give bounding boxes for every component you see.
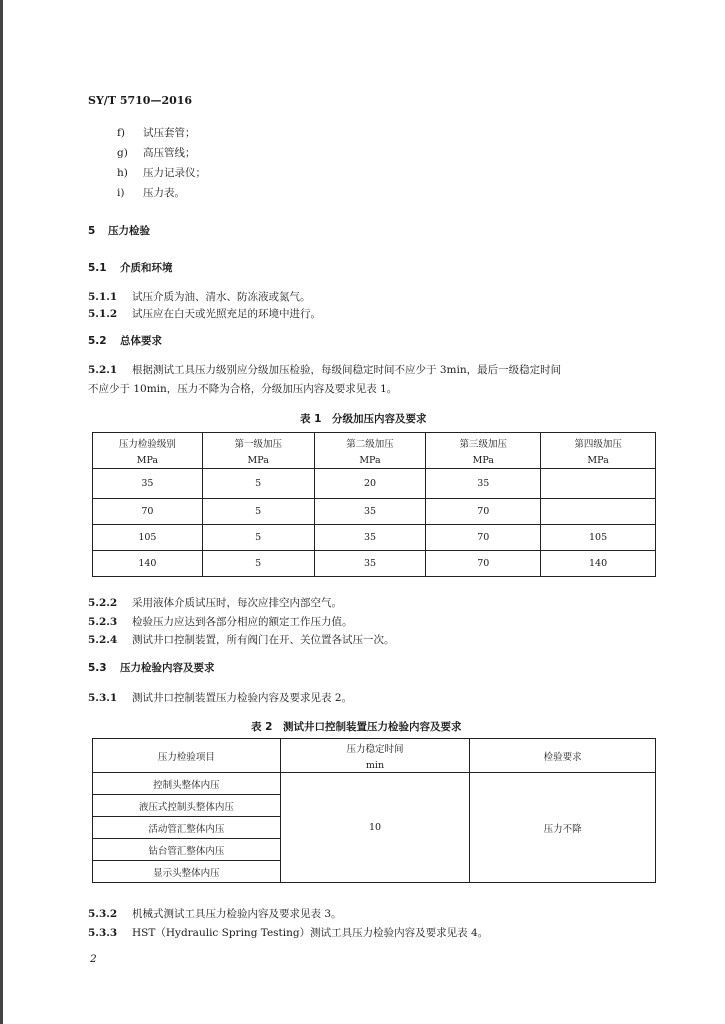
table-cell: 70: [93, 499, 203, 525]
list-text: 压力表。: [143, 187, 185, 199]
clause-text: 测试井口控制装置压力检验内容及要求见表 2。: [132, 692, 353, 704]
paragraph-5-1-2: [88, 306, 321, 321]
header-cell: [280, 739, 470, 773]
header-unit: MPa: [587, 454, 609, 466]
table-2: [92, 738, 656, 883]
header-unit: min: [365, 759, 385, 771]
table-cell: 5: [202, 499, 314, 525]
table-cell: [541, 469, 656, 499]
list-item-f: [117, 125, 196, 140]
list-item-h: [117, 165, 206, 180]
section-5-3-heading: [88, 660, 215, 675]
section-number: 5: [88, 225, 96, 237]
section-number: 5.3: [88, 662, 107, 674]
clause-text: HST（Hydraulic Spring Testing）测试工具压力检验内容及要求见表 4。: [132, 927, 489, 939]
clause-number: 5.2.1: [88, 364, 118, 376]
table-cell: 活动管汇整体内压: [93, 817, 281, 839]
clause-number: 5.3.1: [88, 692, 118, 704]
header-name: 第四级加压: [574, 438, 622, 450]
table-cell: 105: [541, 525, 656, 551]
paragraph-5-3-2: [88, 906, 342, 921]
table-2-caption: 表 2 测试井口控制装置压力检验内容及要求: [251, 721, 462, 733]
clause-number: 5.2.3: [88, 616, 118, 628]
list-marker: f): [117, 127, 125, 139]
table-row: [93, 551, 656, 577]
table-cell: [541, 499, 656, 525]
section-title: 介质和环境: [120, 262, 173, 274]
table-cell: 140: [93, 551, 203, 577]
header-name: 压力检验级别: [118, 438, 176, 450]
clause-number: 5.2.2: [88, 597, 118, 609]
clause-text: 试压应在白天或光照充足的环境中进行。: [132, 308, 321, 320]
paragraph-5-2-4: [88, 632, 395, 647]
paragraph-5-3-3: [88, 925, 488, 940]
section-5-2-heading: [88, 333, 162, 348]
header-cell: [426, 433, 541, 469]
header-cell: [314, 433, 426, 469]
clause-number: 5.3.2: [88, 908, 118, 920]
section-5-1-heading: [88, 260, 173, 275]
header-unit: MPa: [472, 454, 494, 466]
clause-number: 5.3.3: [88, 927, 118, 939]
section-title: 压力检验内容及要求: [120, 662, 215, 674]
table-cell: 70: [426, 499, 541, 525]
list-text: 压力记录仪；: [143, 167, 206, 179]
header-cell: [541, 433, 656, 469]
header-cell: [202, 433, 314, 469]
paragraph-5-2-1-line2: 不应少于 10min，压力不降为合格，分级加压内容及要求见表 1。: [88, 383, 398, 395]
table-cell: 35: [426, 469, 541, 499]
table-row: [93, 525, 656, 551]
paragraph-5-2-2: [88, 595, 342, 610]
section-5-heading: [88, 223, 150, 238]
table-1-caption: 表 1 分级加压内容及要求: [300, 413, 427, 425]
table-cell: 20: [314, 469, 426, 499]
table-cell: 70: [426, 525, 541, 551]
table-cell: 5: [202, 469, 314, 499]
list-text: 试压套管；: [143, 127, 196, 139]
clause-number: 5.1.2: [88, 308, 118, 320]
table-1: [92, 432, 656, 577]
clause-number: 5.2.4: [88, 634, 118, 646]
section-title: 压力检验: [108, 225, 150, 237]
table-row: [93, 469, 656, 499]
table-cell: 35: [314, 551, 426, 577]
clause-text: 试压介质为油、清水、防冻液或氮气。: [132, 291, 311, 303]
table-cell: 显示头整体内压: [93, 861, 281, 883]
table-cell: 5: [202, 525, 314, 551]
table-cell: 液压式控制头整体内压: [93, 795, 281, 817]
header-name: 第一级加压: [234, 438, 282, 450]
list-marker: i): [117, 187, 125, 199]
paragraph-5-2-1-line1: [88, 362, 561, 377]
section-number: 5.2: [88, 335, 107, 347]
header-unit: MPa: [136, 454, 159, 466]
header-cell: 压力检验项目: [93, 739, 281, 773]
table-header-row: [93, 433, 656, 469]
clause-number: 5.1.1: [88, 291, 118, 303]
table-cell-time: 10: [280, 773, 470, 883]
table-cell: 35: [314, 525, 426, 551]
table-cell: 35: [314, 499, 426, 525]
scan-edge: [0, 0, 3, 1024]
page-number: 2: [90, 953, 97, 965]
table-cell: 70: [426, 551, 541, 577]
list-item-g: [117, 145, 196, 160]
paragraph-5-3-1: [88, 690, 352, 705]
table-cell-requirement: 压力不降: [470, 773, 656, 883]
table-row: [93, 773, 656, 795]
table-row: [93, 499, 656, 525]
header-name: 第三级加压: [459, 438, 508, 450]
paragraph-5-2-3: [88, 614, 353, 629]
section-number: 5.1: [88, 262, 107, 274]
header-unit: MPa: [247, 454, 269, 466]
table-header-row: [93, 739, 656, 773]
section-title: 总体要求: [120, 335, 162, 347]
clause-text: 测试井口控制装置，所有阀门在开、关位置各试压一次。: [132, 634, 395, 646]
clause-text: 机械式测试工具压力检验内容及要求见表 3。: [132, 908, 342, 920]
paragraph-5-1-1: [88, 289, 311, 304]
table-cell: 钻台管汇整体内压: [93, 839, 281, 861]
document-header: SY/T 5710—2016: [88, 94, 193, 107]
clause-text: 根据测试工具压力级别应分级加压检验，每级间稳定时间不应少于 3min，最后一级稳定时间: [132, 364, 562, 376]
header-name: 压力稳定时间: [346, 743, 404, 755]
header-name: 第二级加压: [346, 438, 394, 450]
list-item-i: [117, 185, 185, 200]
list-marker: g): [117, 147, 128, 159]
list-text: 高压管线；: [143, 147, 196, 159]
clause-text: 采用液体介质试压时，每次应排空内部空气。: [132, 597, 342, 609]
header-cell: [93, 433, 203, 469]
table-cell: 控制头整体内压: [93, 773, 281, 795]
clause-text: 检验压力应达到各部分相应的额定工作压力值。: [132, 616, 353, 628]
table-cell: 105: [93, 525, 203, 551]
header-cell: 检验要求: [470, 739, 656, 773]
table-cell: 5: [202, 551, 314, 577]
table-cell: 35: [93, 469, 203, 499]
list-marker: h): [117, 167, 128, 179]
table-cell: 140: [541, 551, 656, 577]
header-unit: MPa: [359, 454, 381, 466]
